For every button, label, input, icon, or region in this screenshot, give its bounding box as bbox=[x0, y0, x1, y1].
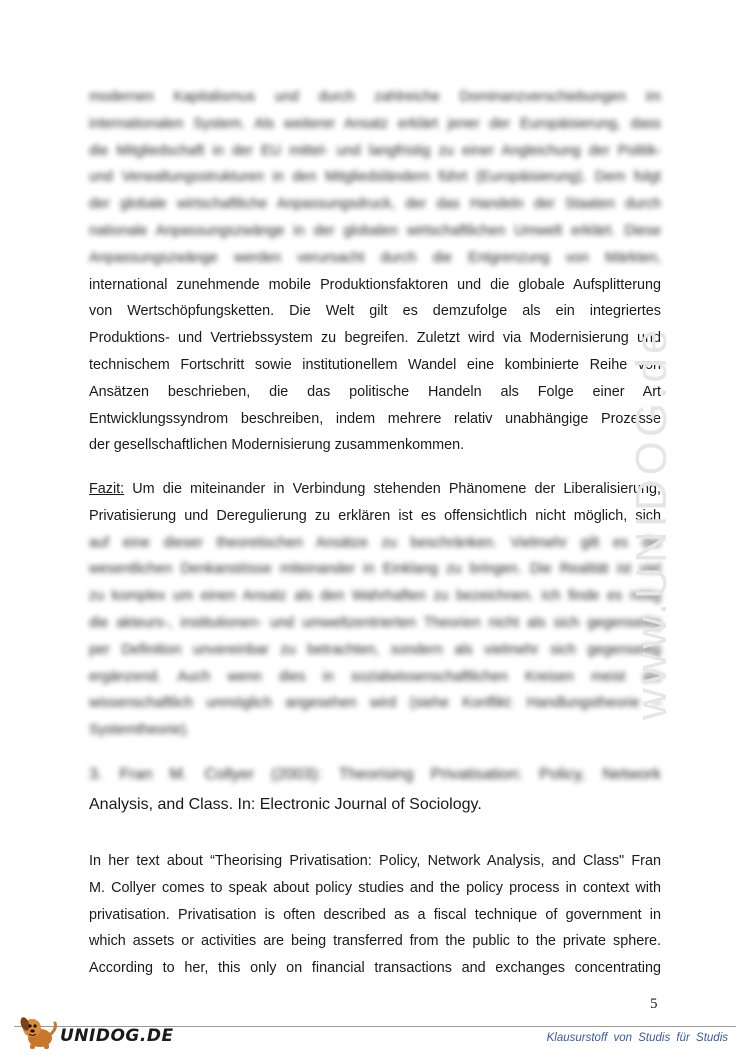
text-line: auf eine dieser theoretischen Ansätze zu beschränken. Vielmehr gilt es die bbox=[89, 534, 661, 551]
text-line: wissenschaftlich unmöglich angesehen wird (siehe Konflikt: Handlungstheorie – bbox=[89, 695, 661, 712]
logo-text: UNIDOG.DE bbox=[60, 1026, 174, 1046]
text-line: und Verwaltungsstrukturen in den Mitgliedsländern führt (Europäisierung). Dem folgt bbox=[89, 169, 661, 186]
text-line: Systemtheorie). bbox=[89, 722, 190, 739]
unidog-logo[interactable] bbox=[18, 1014, 174, 1050]
fazit-first-line-text: Um die miteinander in Verbindung stehenden Phänomene der Liberalisierung, bbox=[132, 481, 662, 497]
paragraph-section-1 bbox=[89, 84, 661, 459]
text-line: von Wertschöpfungsketten. Die Welt gilt es demzufolge als ein integriertes bbox=[89, 303, 661, 320]
fazit-first-line bbox=[89, 476, 661, 503]
text-line: Anpassungszwänge werden verursacht durch die Entgrenzung von Märkten, bbox=[89, 249, 661, 266]
text-line: zu komplex um einen Ansatz als den Wahrhaften zu bezeichnen. Ich finde es nötig bbox=[89, 588, 661, 605]
text-line: Privatisierung und Deregulierung zu erklären ist es offensichtlich nicht möglich, sich bbox=[89, 507, 661, 524]
text-line: technischem Fortschritt sowie institutionellem Wandel eine kombinierte Reihe von bbox=[89, 356, 661, 373]
fazit-label: Fazit: bbox=[89, 481, 125, 497]
text-line: Produktions- und Vertriebssystem zu begreifen. Zuletzt wird via Modernisierung und bbox=[89, 330, 661, 347]
blurred-lines-2 bbox=[89, 530, 661, 744]
footer-tagline: Klausurstoff von Studis für Studis bbox=[546, 1032, 728, 1044]
text-line: Entwicklungssyndrom beschreiben, indem mehrere relativ unabhängige Prozesse bbox=[89, 410, 661, 427]
text-line: internationalen System. Als weiterer Ansatz erklärt jener der Europäisierung, dass bbox=[89, 115, 661, 132]
section-heading bbox=[89, 762, 661, 819]
page-number: 5 bbox=[650, 996, 658, 1012]
text-line: According to her, this only on financial transactions and exchanges concentrating bbox=[89, 960, 661, 977]
text-line: ergänzend. Auch wenn dies in sozialwissenschaftlichen Kreisen meist als bbox=[89, 668, 661, 685]
watermark: www.UNIDOG.de bbox=[627, 325, 676, 720]
blurred-heading bbox=[89, 762, 661, 789]
heading-line-1: 3. Fran M. Collyer (2003): Theorising Privatisation: Policy, Network bbox=[89, 766, 661, 783]
text-line: die akteurs-, institutionen- und umweltzentrierten Theorien nicht als sich gegenseitig bbox=[89, 614, 661, 631]
text-line: per Definition unvereinbar zu betrachten, sondern als vielmehr sich gegenseitig bbox=[89, 641, 661, 658]
dog-icon bbox=[18, 1014, 58, 1050]
paragraph-fazit bbox=[89, 476, 661, 744]
text-line: M. Collyer comes to speak about policy studies and the policy process in context with bbox=[89, 879, 661, 896]
text-line: which assets or activities are being transferred from the public to the private sphere. bbox=[89, 933, 661, 950]
text-line: modernen Kapitalismus und durch zahlreiche Dominanzverschiebungen im bbox=[89, 89, 661, 105]
paragraph-section-3 bbox=[89, 848, 661, 982]
blurred-lines-1 bbox=[89, 84, 661, 272]
text-line: der globale wirtschaftliche Anpassungsdruck, der das Handeln der Staaten durch bbox=[89, 196, 661, 213]
text-line: Ansätzen beschrieben, die das politische Handeln als Folge einer Art bbox=[89, 383, 661, 400]
heading-line-2: Analysis, and Class. In: Electronic Journal of Sociology. bbox=[89, 795, 482, 813]
text-line: international zunehmende mobile Produktionsfaktoren und die globale Aufsplitterung bbox=[89, 276, 661, 293]
text-line: nationale Anpassungszwänge in der globalen wirtschaftlichen Umwelt erklärt. Diese bbox=[89, 222, 661, 239]
text-line: die Mitgliedschaft in der EU mittel- und langfristig zu einer Angleichung der Politik- bbox=[89, 142, 661, 159]
text-line: privatisation. Privatisation is often described as a fiscal technique of government in bbox=[89, 906, 661, 923]
text-line: der gesellschaftlichen Modernisierung zusammenkommen. bbox=[89, 437, 465, 454]
text-line: In her text about “Theorising Privatisation: Policy, Network Analysis, and Class" Fran bbox=[89, 853, 661, 869]
text-line: wesentlichen Denkanstösse miteinander in Einklang zu bringen. Die Realität ist viel bbox=[89, 561, 661, 578]
